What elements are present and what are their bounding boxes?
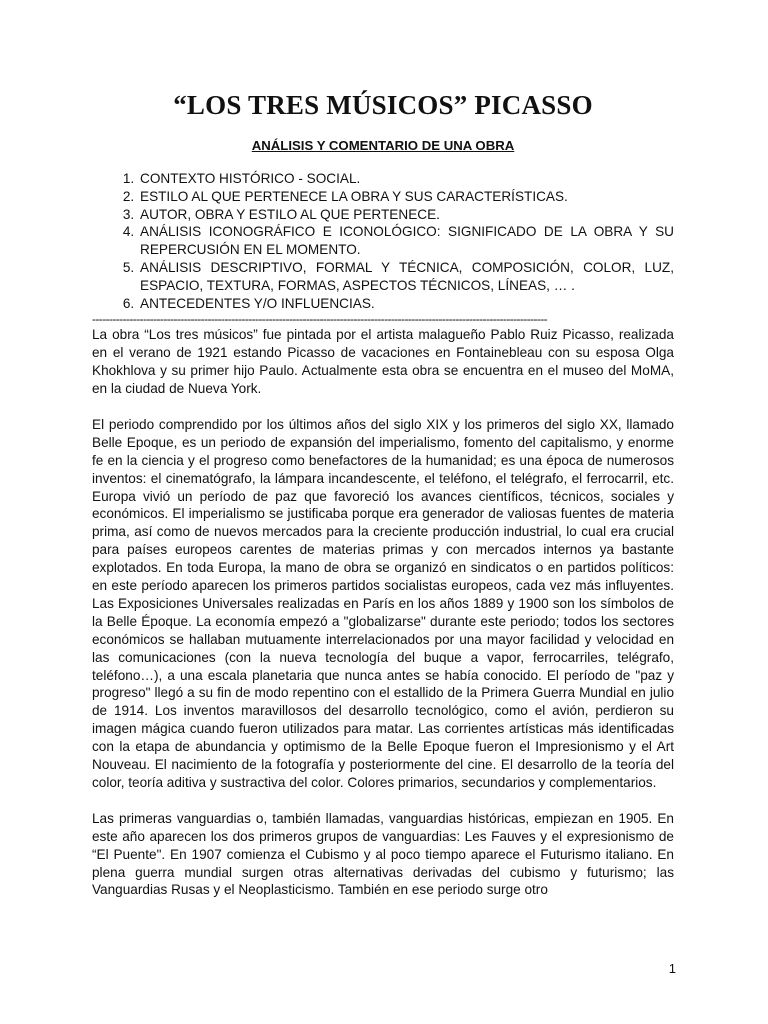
document-subtitle: ANÁLISIS Y COMENTARIO DE UNA OBRA <box>251 138 515 153</box>
document-title: “LOS TRES MÚSICOS” PICASSO <box>173 90 593 120</box>
toc-item: 5. ANÁLISIS DESCRIPTIVO, FORMAL Y TÉCNICA, COMPOSICIÓN, COLOR, LUZ, ESPACIO, TEXTURA, FORMAS, ASPECTOS TÉCNICOS, LÍNEAS, … . <box>138 259 674 295</box>
document-page <box>92 0 674 899</box>
toc-item: 1. CONTEXTO HISTÓRICO - SOCIAL. <box>138 170 674 188</box>
body-paragraph: Las primeras vanguardias o, también llamadas, vanguardias históricas, empiezan en 1905. En este año aparecen los dos primeros grupos de vanguardias: Les Fauves y el expresionismo de “El Puente". En 1907 comienza el Cubismo y al poco tiempo aparece el Futurismo italiano. En plena guerra mundial surgen otras alternativas derivadas del cubismo y futurismo; las Vanguardias Rusas y el Neoplasticismo. También en ese periodo surge otro <box>92 810 674 898</box>
page-number: 1 <box>668 961 676 976</box>
dashed-separator: -------------------------------------------------------------------------------------------------------------------------------------- <box>92 312 548 327</box>
toc-item: 2. ESTILO AL QUE PERTENECE LA OBRA Y SUS CARACTERÍSTICAS. <box>138 188 674 206</box>
toc-item: 4. ANÁLISIS ICONOGRÁFICO E ICONOLÓGICO: SIGNIFICADO DE LA OBRA Y SU REPERCUSIÓN EN EL MOMENTO. <box>138 223 674 259</box>
body-paragraph: La obra “Los tres músicos” fue pintada por el artista malagueño Pablo Ruiz Picasso, realizada en el verano de 1921 estando Picasso de vacaciones en Fontainebleau con su esposa Olga Khokhlova y su primer hijo Paulo. Actualmente esta obra se encuentra en el museo del MoMA, en la ciudad de Nueva York. <box>92 327 674 397</box>
document-body <box>92 326 674 899</box>
toc-item: 3. AUTOR, OBRA Y ESTILO AL QUE PERTENECE. <box>138 206 674 224</box>
toc-item: 6. ANTECEDENTES Y/O INFLUENCIAS. <box>138 295 674 313</box>
table-of-contents <box>92 170 674 312</box>
body-paragraph: El periodo comprendido por los últimos años del siglo XIX y los primeros del siglo XX, llamado Belle Epoque, es un periodo de expansión del imperialismo, fomento del capitalismo, y enorme fe en la ciencia y el progreso como benefactores de la humanidad; es una época de numerosos inventos: el cinematógrafo, la lámpara incandescente, el teléfono, el telégrafo, el ferrocarril, etc. Europa vivió un período de paz que favoreció los avances científicos, técnicos, sociales y económicos. El imperialismo se justificaba porque era generador de valiosas fuentes de materia prima, así como de nuevos mercados para la creciente producción industrial, lo cual era crucial para países europeos carentes de materias primas y con mercados internos ya bastante explotados. En toda Europa, la mano de obra se organizó en sindicatos o en partidos políticos: en este período aparecen los primeros partidos socialistas europeos, cada vez más influyentes. Las Exposiciones Universales realizadas en París en los años 1889 y 1900 son los símbolos de la Belle Époque. La economía empezó a "globalizarse" durante este periodo; todos los sectores económicos se hallaban mutuamente interrelacionados por una mayor facilidad y velocidad en las comunicaciones (con la nueva tecnología del buque a vapor, ferrocarriles, telégrafo, teléfono…), a una escala planetaria que nunca antes se había conocido. El período de "paz y progreso" llegó a su fin de modo repentino con el estallido de la Primera Guerra Mundial en julio de 1914. Los inventos maravillosos del desarrollo tecnológico, como el avión, perdieron su imagen mágica cuando fueron utilizados para matar. Las corrientes artísticas más identificadas con la etapa de abundancia y optimismo de la Belle Epoque fueron el Impresionismo y el Art Nouveau. El nacimiento de la fotografía y posteriormente del cine. El desarrollo de la teoría del color, teoría aditiva y sustractiva del color. Colores primarios, secundarios y complementarios. <box>92 416 674 791</box>
